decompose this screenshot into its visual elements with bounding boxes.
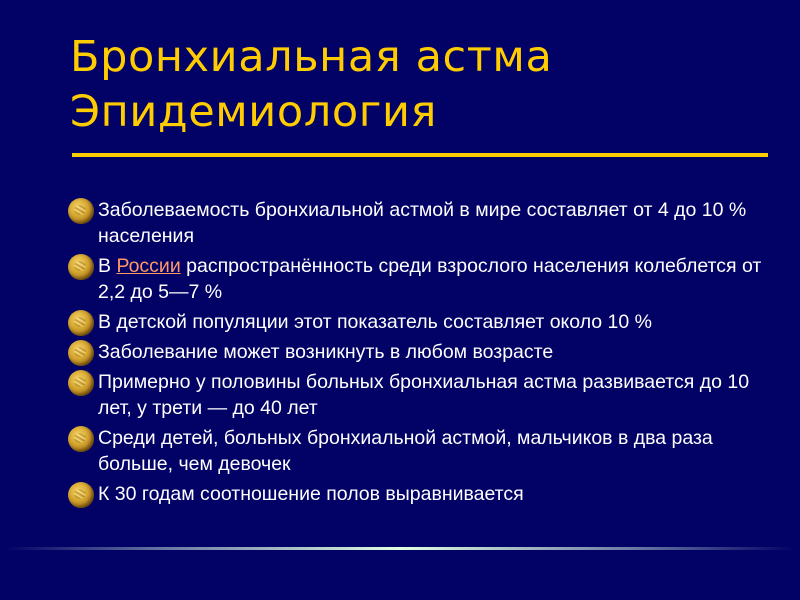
- bullet-text: Примерно у половины больных бронхиальная астма развивается до 10 лет, у трети — до 40 лет: [98, 371, 750, 419]
- bullet-item: [68, 253, 768, 305]
- gold-coin-icon: [68, 198, 94, 224]
- gold-coin-icon: [68, 340, 94, 366]
- bullet-item: [68, 369, 768, 421]
- bullet-item: [68, 309, 768, 335]
- bullet-item: [68, 481, 768, 507]
- bullet-item: [68, 197, 768, 249]
- slide-title: [70, 30, 770, 140]
- bullet-item: [68, 339, 768, 365]
- bullet-text: Заболеваемость бронхиальной астмой в мире составляет от 4 до 10 % населения: [98, 199, 747, 247]
- bullet-list: [68, 197, 768, 511]
- bullet-text-prefix: В: [98, 255, 117, 277]
- title-underline: [72, 153, 768, 157]
- title-line-2: Эпидемиология: [70, 87, 437, 137]
- bullet-text: Среди детей, больных бронхиальной астмой, мальчиков в два раза больше, чем девочек: [98, 427, 713, 475]
- footer-glow-divider: [5, 547, 795, 550]
- gold-coin-icon: [68, 482, 94, 508]
- bullet-text: Заболевание может возникнуть в любом возрасте: [98, 341, 554, 363]
- bullet-text-suffix: распространённость среди взрослого населения колеблется от 2,2 до 5—7 %: [98, 255, 762, 303]
- gold-coin-icon: [68, 426, 94, 452]
- gold-coin-icon: [68, 370, 94, 396]
- bullet-text: К 30 годам соотношение полов выравнивается: [98, 483, 524, 505]
- gold-coin-icon: [68, 254, 94, 280]
- bullet-item: [68, 425, 768, 477]
- bullet-text: В детской популяции этот показатель составляет около 10 %: [98, 311, 653, 333]
- gold-coin-icon: [68, 310, 94, 336]
- russia-link[interactable]: России: [116, 255, 181, 277]
- title-line-1: Бронхиальная астма: [70, 32, 553, 82]
